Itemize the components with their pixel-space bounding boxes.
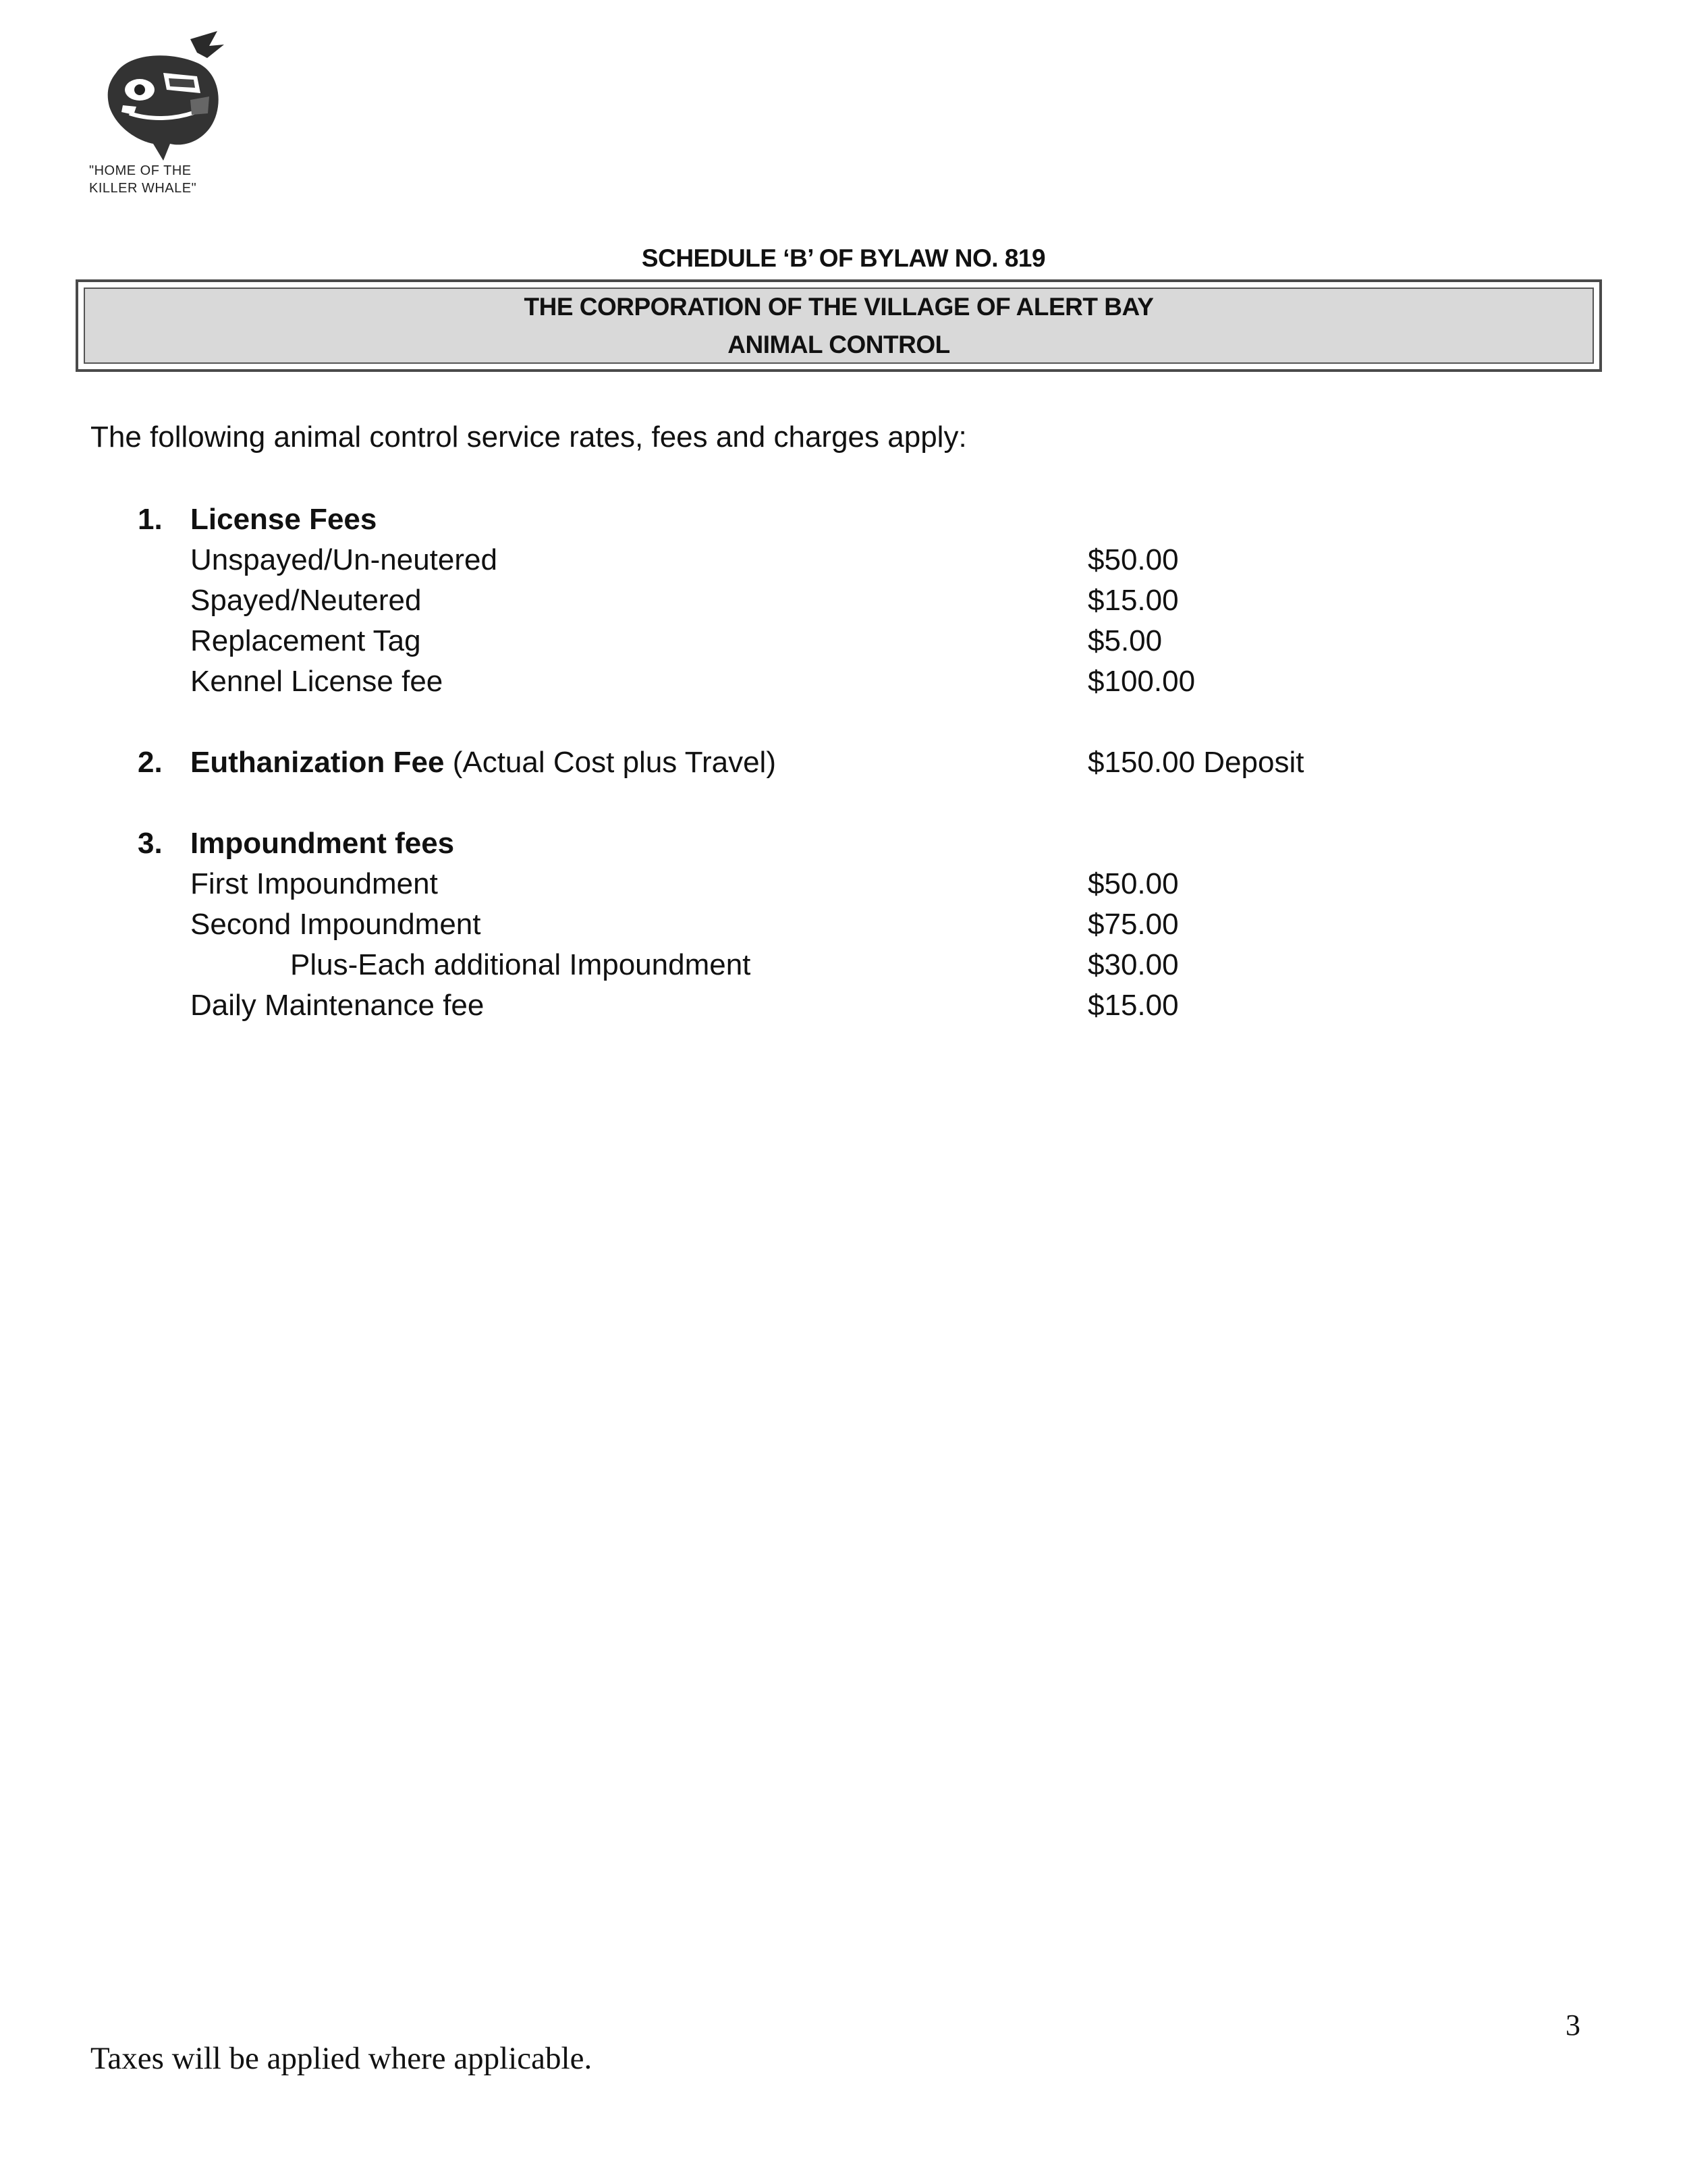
logo-caption (89, 162, 196, 197)
fee-label: Unspayed/Un-neutered (190, 543, 497, 576)
page-number: 3 (1566, 2009, 1580, 2042)
fee-label: First Impoundment (190, 867, 438, 900)
section-title (190, 501, 377, 539)
section-number: 2. (138, 746, 163, 779)
banner-line-1: THE CORPORATION OF THE VILLAGE OF ALERT BAY (524, 292, 1154, 321)
fee-label: Plus-Each additional Impoundment (290, 948, 751, 981)
fee-amount: $15.00 (1088, 584, 1179, 617)
schedule-title: SCHEDULE ‘B’ OF BYLAW NO. 819 (641, 244, 1046, 272)
fee-amount: $5.00 (1088, 624, 1163, 657)
fee-label: Replacement Tag (190, 624, 421, 657)
fee-label: Second Impoundment (190, 908, 481, 941)
fee-amount: $75.00 (1088, 908, 1179, 941)
fee-label: Kennel License fee (190, 665, 443, 698)
fee-amount: $15.00 (1088, 989, 1179, 1022)
section-title-text: Impoundment fees (190, 827, 455, 860)
logo-caption-line2: KILLER WHALE" (89, 181, 197, 196)
section-number: 1. (138, 503, 163, 536)
fee-amount: $100.00 (1088, 665, 1196, 698)
title-banner (76, 279, 1602, 372)
section-number: 3. (138, 827, 163, 860)
fee-label: Daily Maintenance fee (190, 989, 485, 1022)
killer-whale-icon (89, 26, 231, 164)
section-title-text: Euthanization Fee (190, 746, 445, 779)
logo-caption-line1: "HOME OF THE (89, 163, 192, 178)
section-title-note: (Actual Cost plus Travel) (444, 746, 776, 779)
title-banner-inner (84, 288, 1594, 364)
section-title (190, 825, 454, 863)
section-title (190, 744, 776, 782)
fee-amount: $50.00 (1088, 867, 1179, 900)
section-title-text: License Fees (190, 503, 377, 536)
fee-amount: $30.00 (1088, 948, 1179, 981)
fee-amount: $50.00 (1088, 543, 1179, 576)
fee-label: Spayed/Neutered (190, 584, 422, 617)
intro-text: The following animal control service rates, fees and charges apply: (90, 420, 967, 454)
fee-amount: $150.00 Deposit (1088, 746, 1304, 779)
banner-line-2: ANIMAL CONTROL (727, 330, 950, 358)
footer-note: Taxes will be applied where applicable. (90, 2041, 592, 2076)
